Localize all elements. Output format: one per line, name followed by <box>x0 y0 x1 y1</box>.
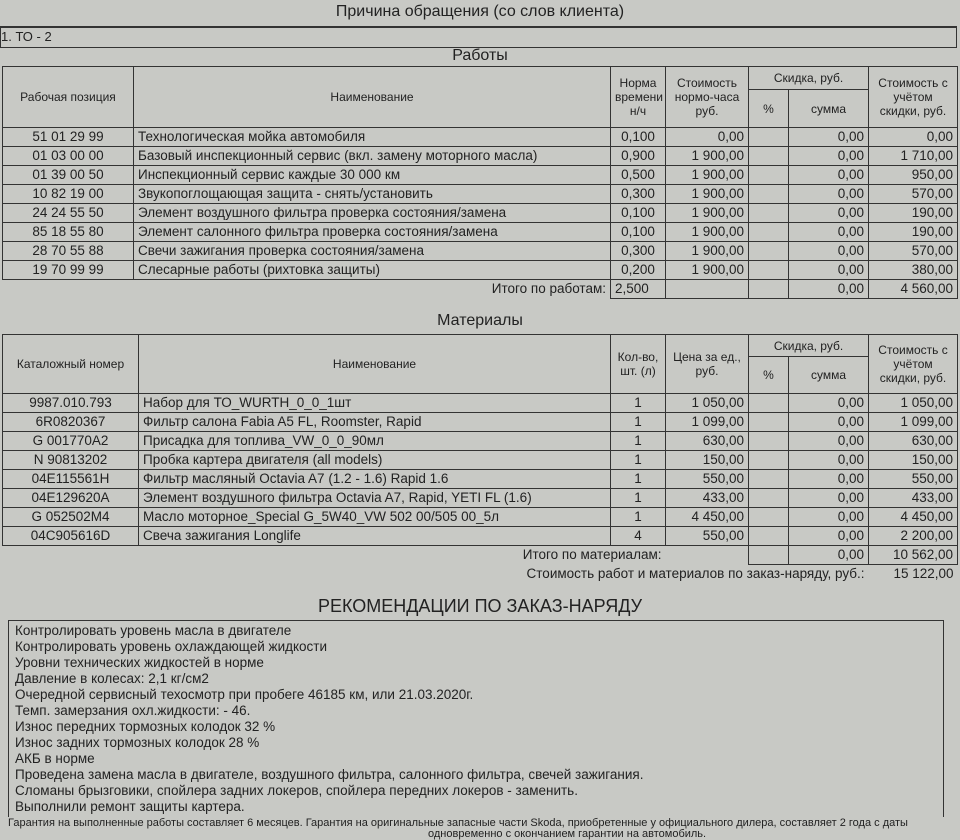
recommendation-line: Очередной сервисный техосмотр при пробеге 46185 км, или 21.03.2020г. <box>15 687 474 702</box>
works-total-sum: 0,00 <box>789 280 869 299</box>
footer-line: Гарантия на выполненные работы составляет 6 месяцев. Гарантия на оригинальные запасные части Skoda, приобретенные у официального дилера, составляет 2 года с даты <box>8 817 908 829</box>
col-total: Стоимость с учётом скидки, руб. <box>869 67 958 128</box>
cell-qty: 4 <box>611 527 666 546</box>
material-row <box>3 451 958 470</box>
cell-code: 6R0820367 <box>3 413 139 432</box>
cell-total: 433,00 <box>869 489 958 508</box>
recommendations-title: РЕКОМЕНДАЦИИ ПО ЗАКАЗ-НАРЯДУ <box>317 596 643 616</box>
cell-discount: 0,00 <box>789 147 869 166</box>
cell-qty: 1 <box>611 508 666 527</box>
cell-code: G 001770A2 <box>3 432 139 451</box>
cell-qty: 0,100 <box>611 223 666 242</box>
cell-price: 1 050,00 <box>666 394 749 413</box>
cell-qty: 1 <box>611 394 666 413</box>
material-row <box>3 413 958 432</box>
reason-title: Причина обращения (со слов клиента) <box>335 3 625 20</box>
cell-pct <box>749 185 789 204</box>
col-sum: сумма <box>789 357 869 394</box>
cell-discount: 0,00 <box>789 204 869 223</box>
cell-price: 0,00 <box>666 128 749 147</box>
work-row <box>3 204 958 223</box>
cell-discount: 0,00 <box>789 451 869 470</box>
grand-total: 15 122,00 <box>893 566 954 581</box>
recommendations-box <box>8 620 944 817</box>
col-code: Рабочая позиция <box>3 67 134 128</box>
cell-name: Элемент салонного фильтра проверка состояния/замена <box>134 223 611 242</box>
cell-name: Пробка картера двигателя (all models) <box>139 451 611 470</box>
cell-pct <box>749 204 789 223</box>
works-total: 4 560,00 <box>869 280 958 299</box>
col-name: Наименование <box>139 335 611 394</box>
cell-total: 190,00 <box>869 223 958 242</box>
cell-pct <box>749 432 789 451</box>
cell-qty: 0,300 <box>611 242 666 261</box>
cell-pct <box>749 413 789 432</box>
cell-discount: 0,00 <box>789 185 869 204</box>
material-row <box>3 432 958 451</box>
col-rate: Стоимость нормо-часа руб. <box>666 67 749 128</box>
cell-discount: 0,00 <box>789 223 869 242</box>
cell-price: 1 900,00 <box>666 166 749 185</box>
cell-name: Масло моторное_Special G_5W40_VW 502 00/505 00_5л <box>139 508 611 527</box>
recommendation-line: Темп. замерзания охл.жидкости: - 46. <box>15 703 251 718</box>
cell-qty: 1 <box>611 470 666 489</box>
cell-code: 04C905616D <box>3 527 139 546</box>
recommendation-line: Давление в колесах: 2,1 кг/см2 <box>15 671 209 686</box>
cell-discount: 0,00 <box>789 432 869 451</box>
cell-code: 51 01 29 99 <box>3 128 134 147</box>
cell-code: 9987.010.793 <box>3 394 139 413</box>
cell-pct <box>749 242 789 261</box>
cell-code: 85 18 55 80 <box>3 223 134 242</box>
cell-price: 1 099,00 <box>666 413 749 432</box>
cell-pct <box>749 527 789 546</box>
cell-price: 1 900,00 <box>666 242 749 261</box>
cell-pct <box>749 508 789 527</box>
cell-qty: 0,100 <box>611 204 666 223</box>
works-total-norm: 2,500 <box>611 280 666 299</box>
cell-qty: 1 <box>611 413 666 432</box>
cell-name: Слесарные работы (рихтовка защиты) <box>134 261 611 280</box>
cell-name: Свечи зажигания проверка состояния/замена <box>134 242 611 261</box>
cell-name: Элемент воздушного фильтра Octavia A7, Rapid, YETI FL (1.6) <box>139 489 611 508</box>
work-row <box>3 261 958 280</box>
cell-total: 1 710,00 <box>869 147 958 166</box>
col-name: Наименование <box>134 67 611 128</box>
cell-total: 630,00 <box>869 432 958 451</box>
cell-qty: 0,300 <box>611 185 666 204</box>
cell-pct <box>749 470 789 489</box>
col-pct: % <box>749 357 789 394</box>
cell-qty: 0,500 <box>611 166 666 185</box>
cell-total: 570,00 <box>869 242 958 261</box>
works-title: Работы <box>452 47 508 64</box>
cell-price: 1 900,00 <box>666 185 749 204</box>
cell-name: Свеча зажигания Longlife <box>139 527 611 546</box>
cell-total: 950,00 <box>869 166 958 185</box>
reason-value: 1. ТО - 2 <box>0 26 957 48</box>
work-row <box>3 242 958 261</box>
cell-price: 550,00 <box>666 527 749 546</box>
material-row <box>3 470 958 489</box>
cell-discount: 0,00 <box>789 470 869 489</box>
cell-total: 150,00 <box>869 451 958 470</box>
cell-qty: 1 <box>611 451 666 470</box>
cell-name: Набор для ТО_WURTH_0_0_1шт <box>139 394 611 413</box>
cell-discount: 0,00 <box>789 128 869 147</box>
cell-qty: 1 <box>611 489 666 508</box>
col-discount: Скидка, руб. <box>749 335 869 357</box>
materials-total: 10 562,00 <box>869 546 958 565</box>
cell-name: Базовый инспекционный сервис (вкл. замену моторного масла) <box>134 147 611 166</box>
cell-pct <box>749 128 789 147</box>
cell-discount: 0,00 <box>789 166 869 185</box>
cell-total: 2 200,00 <box>869 527 958 546</box>
cell-total: 570,00 <box>869 185 958 204</box>
cell-price: 1 900,00 <box>666 223 749 242</box>
materials-title: Материалы <box>437 312 523 329</box>
cell-name: Инспекционный сервис каждые 30 000 км <box>134 166 611 185</box>
recommendation-line: Износ передних тормозных колодок 32 % <box>15 719 276 734</box>
cell-total: 4 450,00 <box>869 508 958 527</box>
col-discount: Скидка, руб. <box>749 67 869 90</box>
cell-price: 550,00 <box>666 470 749 489</box>
materials-total-sum: 0,00 <box>789 546 869 565</box>
cell-total: 0,00 <box>869 128 958 147</box>
recommendation-line: Проведена замена масла в двигателе, воздушного фильтра, салонного фильтра, свечей зажигания. <box>15 767 644 782</box>
cell-name: Технологическая мойка автомобиля <box>134 128 611 147</box>
col-sum: сумма <box>789 90 869 128</box>
cell-discount: 0,00 <box>789 508 869 527</box>
cell-price: 1 900,00 <box>666 147 749 166</box>
cell-price: 4 450,00 <box>666 508 749 527</box>
cell-code: 04E129620A <box>3 489 139 508</box>
recommendation-line: Контролировать уровень охлаждающей жидкости <box>15 639 328 654</box>
cell-pct <box>749 394 789 413</box>
cell-qty: 0,900 <box>611 147 666 166</box>
col-total: Стоимость с учётом скидки, руб. <box>869 335 958 394</box>
cell-pct <box>749 223 789 242</box>
material-row <box>3 489 958 508</box>
cell-code: 01 39 00 50 <box>3 166 134 185</box>
work-row <box>3 223 958 242</box>
work-row <box>3 147 958 166</box>
cell-code: G 052502M4 <box>3 508 139 527</box>
materials-table <box>2 334 958 583</box>
material-row <box>3 394 958 413</box>
cell-name: Фильтр салона Fabia A5 FL, Roomster, Rapid <box>139 413 611 432</box>
col-price: Цена за ед., руб. <box>666 335 749 394</box>
col-pct: % <box>749 90 789 128</box>
col-qty: Кол-во, шт. (л) <box>611 335 666 394</box>
col-catalog: Каталожный номер <box>3 335 139 394</box>
cell-discount: 0,00 <box>789 261 869 280</box>
recommendation-line: Выполнили ремонт защиты картера. <box>15 799 245 814</box>
grand-total-label: Стоимость работ и материалов по заказ-наряду, руб.: <box>526 566 865 581</box>
cell-qty: 0,100 <box>611 128 666 147</box>
material-row <box>3 508 958 527</box>
cell-code: 10 82 19 00 <box>3 185 134 204</box>
recommendation-line: Износ задних тормозных колодок 28 % <box>15 735 260 750</box>
col-norm: Норма времени н/ч <box>611 67 666 128</box>
cell-code: 04E115561H <box>3 470 139 489</box>
cell-code: 24 24 55 50 <box>3 204 134 223</box>
cell-qty: 1 <box>611 432 666 451</box>
cell-name: Фильтр масляный Octavia A7 (1.2 - 1.6) Rapid 1.6 <box>139 470 611 489</box>
cell-price: 433,00 <box>666 489 749 508</box>
cell-discount: 0,00 <box>789 242 869 261</box>
cell-pct <box>749 147 789 166</box>
work-row <box>3 128 958 147</box>
cell-pct <box>749 451 789 470</box>
cell-total: 380,00 <box>869 261 958 280</box>
warranty-footer <box>8 818 952 840</box>
recommendation-line: Уровни технических жидкостей в норме <box>15 655 264 670</box>
recommendation-line: АКБ в норме <box>15 751 95 766</box>
footer-line: одновременно с окончанием гарантии на автомобиль. <box>428 828 707 840</box>
cell-name: Элемент воздушного фильтра проверка состояния/замена <box>134 204 611 223</box>
cell-code: 01 03 00 00 <box>3 147 134 166</box>
work-row <box>3 185 958 204</box>
works-table <box>2 66 958 299</box>
cell-total: 1 050,00 <box>869 394 958 413</box>
cell-price: 1 900,00 <box>666 261 749 280</box>
cell-price: 630,00 <box>666 432 749 451</box>
cell-pct <box>749 166 789 185</box>
materials-total-label: Итого по материалам: <box>522 547 662 563</box>
recommendation-line: Сломаны брызговики, спойлера задних локеров, спойлера передних локеров - заменить. <box>15 783 578 798</box>
recommendation-line: Контролировать уровень масла в двигателе <box>15 623 292 638</box>
cell-total: 190,00 <box>869 204 958 223</box>
works-total-label: Итого по работам: <box>491 281 606 297</box>
cell-total: 1 099,00 <box>869 413 958 432</box>
cell-price: 150,00 <box>666 451 749 470</box>
cell-code: 19 70 99 99 <box>3 261 134 280</box>
cell-total: 550,00 <box>869 470 958 489</box>
cell-discount: 0,00 <box>789 527 869 546</box>
cell-code: 28 70 55 88 <box>3 242 134 261</box>
material-row <box>3 527 958 546</box>
cell-discount: 0,00 <box>789 489 869 508</box>
cell-code: N 90813202 <box>3 451 139 470</box>
cell-pct <box>749 261 789 280</box>
work-row <box>3 166 958 185</box>
cell-pct <box>749 489 789 508</box>
cell-name: Присадка для топлива_VW_0_0_90мл <box>139 432 611 451</box>
cell-discount: 0,00 <box>789 394 869 413</box>
cell-qty: 0,200 <box>611 261 666 280</box>
cell-name: Звукопоглощающая защита - снять/установить <box>134 185 611 204</box>
cell-discount: 0,00 <box>789 413 869 432</box>
cell-price: 1 900,00 <box>666 204 749 223</box>
